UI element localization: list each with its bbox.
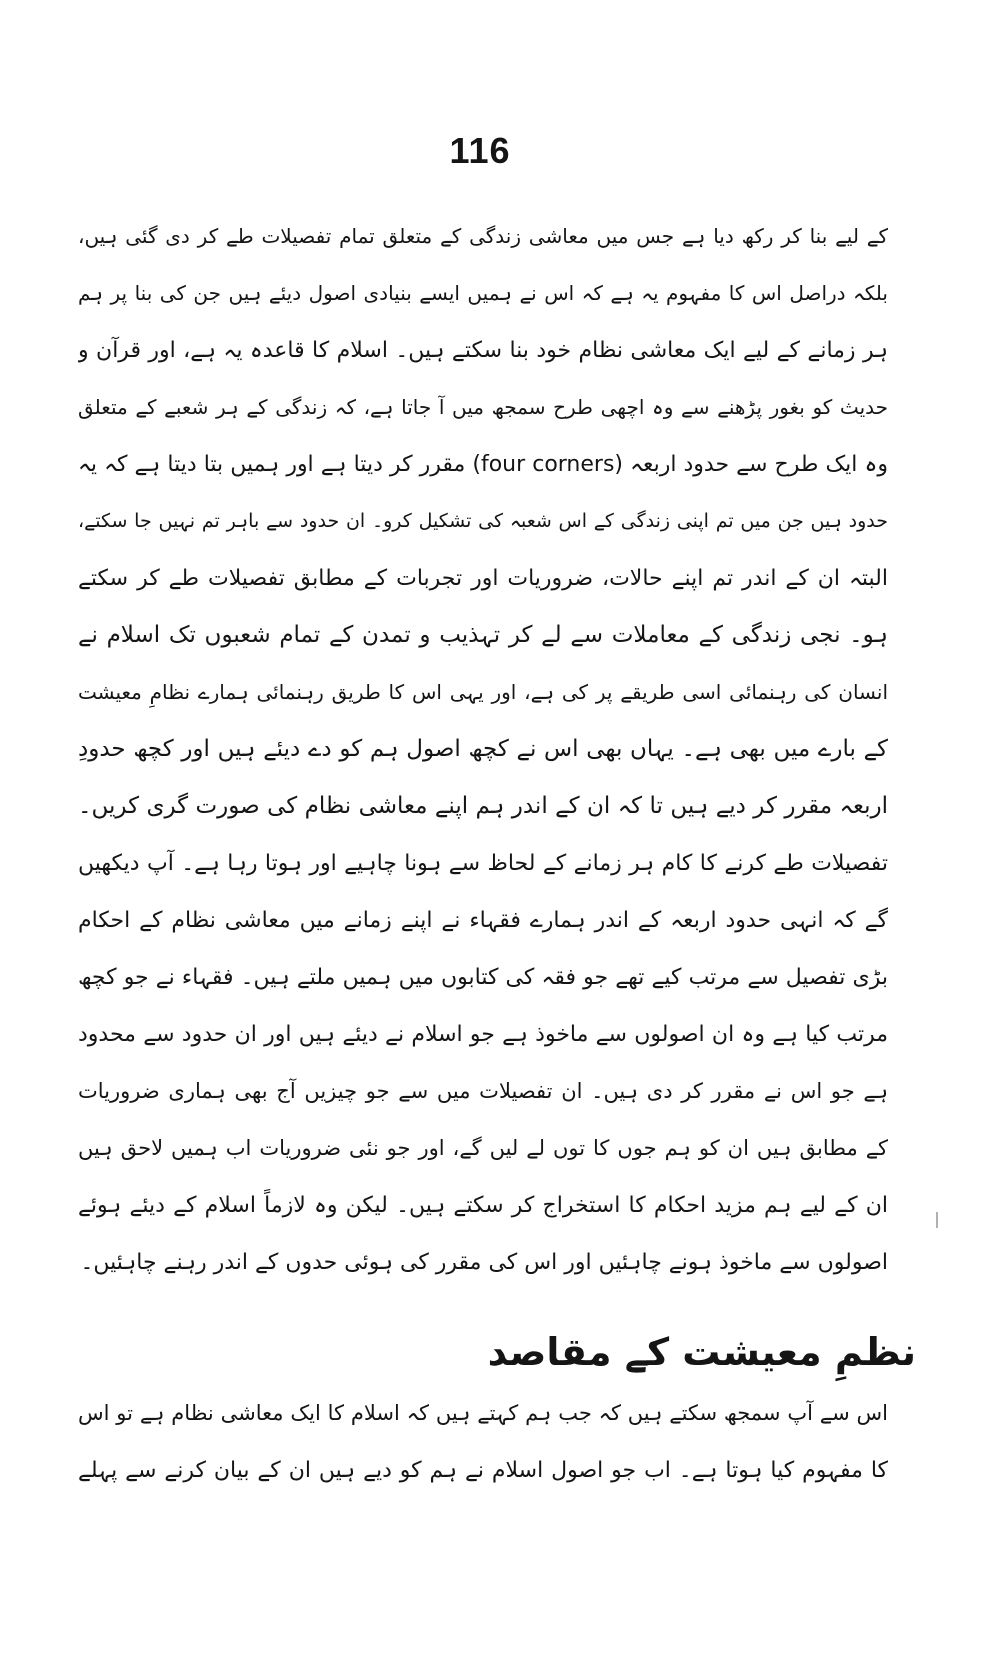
section-heading: نظمِ معیشت کے مقاصد — [487, 1330, 916, 1374]
paragraph-line: البتہ ان کے اندر تم اپنے حالات، ضروریات اور تجربات کے مطابق تفصیلات طے کر سکتے — [78, 566, 888, 591]
paragraph-line: ہے جو اس نے مقرر کر دی ہیں۔ ان تفصیلات میں سے جو چیزیں آج بھی ہماری ضروریات — [78, 1079, 888, 1103]
paragraph-line: مرتب کیا ہے وہ ان اصولوں سے ماخوذ ہے جو اسلام نے دیئے ہیں اور ان حدود سے محدود — [78, 1022, 888, 1047]
paragraph-line: وہ ایک طرح سے حدود اربعہ (four corners) مقرر کر دیتا ہے اور ہمیں بتا دیتا ہے کہ یہ — [78, 452, 888, 477]
paragraph-line: ان کے لیے ہم مزید احکام کا استخراج کر سکتے ہیں۔ لیکن وہ لازماً اسلام کے دیئے ہوئے — [78, 1193, 888, 1218]
paragraph-line: ہر زمانے کے لیے ایک معاشی نظام خود بنا سکتے ہیں۔ اسلام کا قاعدہ یہ ہے، اور قرآن و — [78, 338, 888, 363]
paragraph-line: کے لیے بنا کر رکھ دیا ہے جس میں معاشی زندگی کے متعلق تمام تفصیلات طے کر دی گئی ہیں، — [78, 224, 888, 248]
paragraph-line: حدود ہیں جن میں تم اپنی زندگی کے اس شعبہ کی تشکیل کرو۔ ان حدود سے باہر تم نہیں جا سکتے، — [78, 510, 888, 532]
paragraph-1 — [78, 208, 888, 1291]
paragraph-line: گے کہ انہی حدود اربعہ کے اندر ہمارے فقہاء نے اپنے زمانے میں معاشی نظام کے احکام — [78, 908, 888, 933]
paragraph-line: بلکہ دراصل اس کا مفہوم یہ ہے کہ اس نے ہمیں ایسے بنیادی اصول دیئے ہیں جن کی بنا پر ہم — [78, 281, 888, 305]
paragraph-line: حدیث کو بغور پڑھنے سے وہ اچھی طرح سمجھ میں آ جاتا ہے، کہ زندگی کے ہر شعبے کے متعلق — [78, 395, 888, 419]
paragraph-line: کے مطابق ہیں ان کو ہم جوں کا توں لے لیں گے، اور جو نئی ضروریات اب ہمیں لاحق ہیں — [78, 1136, 888, 1160]
paragraph-line: ہو۔ نجی زندگی کے معاملات سے لے کر تہذیب و تمدن کے تمام شعبوں تک اسلام نے — [78, 622, 888, 648]
margin-mark — [936, 1212, 938, 1228]
paragraph-line: اس سے آپ سمجھ سکتے ہیں کہ جب ہم کہتے ہیں کہ اسلام کا ایک معاشی نظام ہے تو اس — [78, 1401, 888, 1425]
paragraph-line: اربعہ مقرر کر دیے ہیں تا کہ ان کے اندر ہم اپنے معاشی نظام کی صورت گری کریں۔ — [78, 793, 888, 819]
paragraph-line: انسان کی رہنمائی اسی طریقے پر کی ہے، اور یہی اس کا طریق رہنمائی ہمارے نظامِ معیشت — [78, 680, 888, 704]
page-number: 116 — [449, 130, 511, 171]
paragraph-line: بڑی تفصیل سے مرتب کیے تھے جو فقہ کی کتابوں میں ہمیں ملتے ہیں۔ فقہاء نے جو کچھ — [78, 965, 888, 990]
paragraph-2 — [78, 1385, 888, 1499]
paragraph-line: اصولوں سے ماخوذ ہونے چاہئیں اور اس کی مقرر کی ہوئی حدوں کے اندر رہنے چاہئیں۔ — [80, 1250, 888, 1275]
paragraph-line: کا مفہوم کیا ہوتا ہے۔ اب جو اصول اسلام نے ہم کو دیے ہیں ان کے بیان کرنے سے پہلے — [78, 1458, 888, 1483]
paragraph-line: تفصیلات طے کرنے کا کام ہر زمانے کے لحاظ سے ہونا چاہیے اور ہوتا رہا ہے۔ آپ دیکھیں — [78, 851, 888, 876]
paragraph-line: کے بارے میں بھی ہے۔ یہاں بھی اس نے کچھ اصول ہم کو دے دیئے ہیں اور کچھ حدودِ — [78, 736, 888, 762]
